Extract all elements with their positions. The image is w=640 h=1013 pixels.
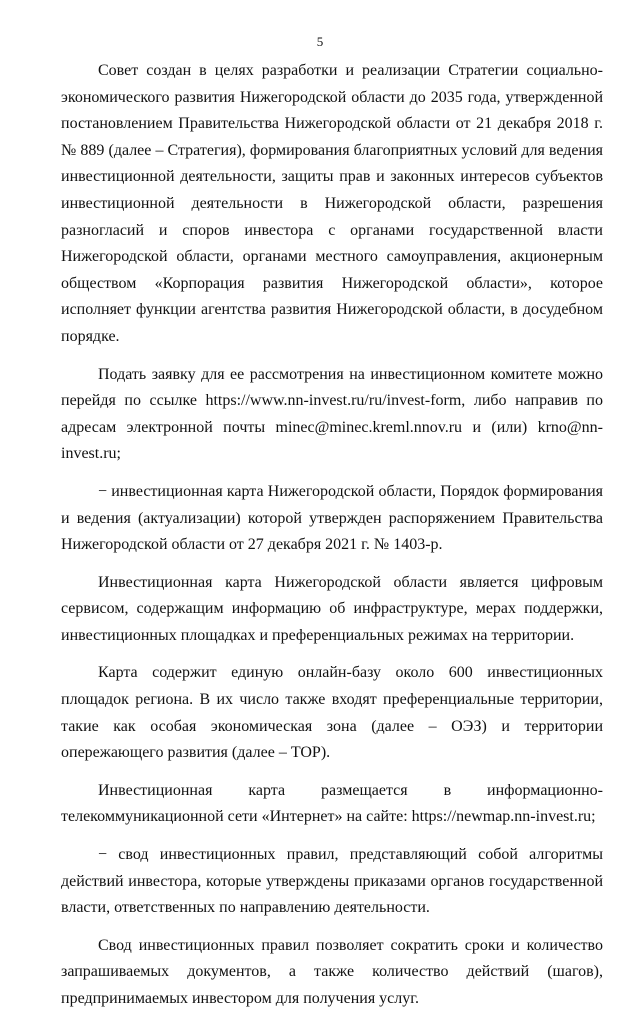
- paragraph-investment-map-description: Инвестиционная карта Нижегородской области является цифровым сервисом, содержащим информацию об инфраструктуре, мерах поддержки, инвестиционных площадках и преференциальных режимах на территории.: [61, 573, 603, 644]
- paragraph-rules-benefits: Свод инвестиционных правил позволяет сократить сроки и количество запрашиваемых документов, а также количество действий (шагов), предпринимаемых инвестором для получения услуг.: [61, 936, 603, 1007]
- page-number: 5: [316, 34, 324, 49]
- paragraph-application-submission: Подать заявку для ее рассмотрения на инвестиционном комитете можно перейдя по ссылке https://www.nn-invest.ru/ru/invest-form, либо направив по адресам электронной почты minec@minec.kreml.nnov.ru и (или) krno@nn-invest.ru;: [61, 365, 603, 463]
- paragraph-investment-rules: − свод инвестиционных правил, представляющий собой алгоритмы действий инвестора, которые утверждены приказами органов государственной власти, ответственных по направлению деятельности.: [61, 846, 603, 917]
- document-body: [61, 58, 603, 1013]
- paragraph-map-contents: Карта содержит единую онлайн-базу около 600 инвестиционных площадок региона. В их число также входят преференциальные территории, такие как особая экономическая зона (далее – ОЭЗ) и территории опережающего развития (далее – ТОР).: [61, 664, 603, 762]
- paragraph-council-purpose: Совет создан в целях разработки и реализации Стратегии социально-экономического развития Нижегородской области до 2035 года, утвержденной постановлением Правительства Нижегородской области от 21 декабря 2018 г. № 889 (далее – Стратегия), формирования благоприятных условий для ведения инвестиционной деятельности, защиты прав и законных интересов субъектов инвестиционной деятельности в Нижегородской области, разрешения разногласий и споров инвестора с органами государственной власти Нижегородской области, органами местного самоуправления, акционерным обществом «Корпорация развития Нижегородской области», которое исполняет функции агентства развития Нижегородской области, в досудебном порядке.: [61, 62, 603, 345]
- paragraph-map-website: Инвестиционная карта размещается в информационно-телекоммуникационной сети «Интернет» на сайте: https://newmap.nn-invest.ru;: [61, 781, 603, 826]
- paragraph-investment-map-order: − инвестиционная карта Нижегородской области, Порядок формирования и ведения (актуализации) которой утвержден распоряжением Правительства Нижегородской области от 27 декабря 2021 г. № 1403-р.: [61, 482, 603, 554]
